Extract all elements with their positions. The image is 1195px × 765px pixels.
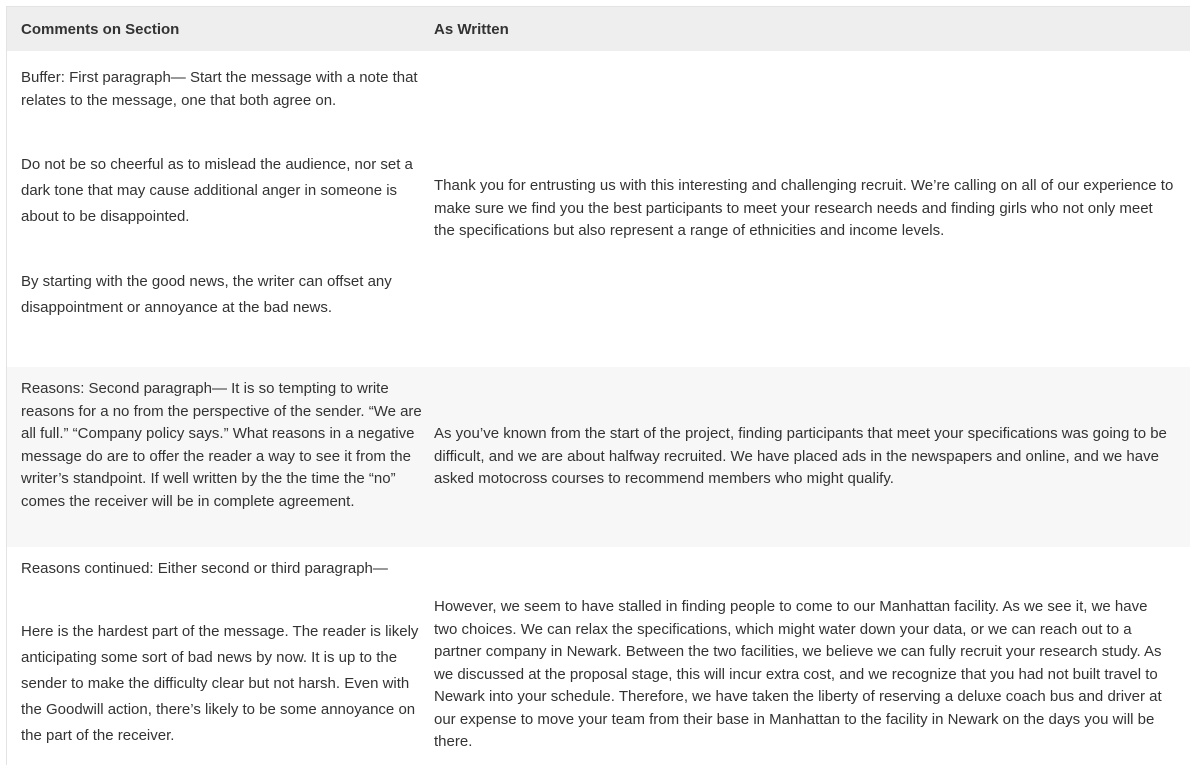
comment-cell [7, 51, 434, 367]
as-written-cell [434, 51, 1190, 367]
table-row [7, 547, 1190, 765]
comment-paragraph: By starting with the good news, the writer can offset any disappointment or annoyance at the bad news. [21, 273, 392, 316]
as-written-paragraph: Thank you for entrusting us with this interesting and challenging recruit. We’re calling on all of our experience to make sure we find you the best participants to meet your research needs and finding girls who not only meet the specifications but also represent a range of ethnicities and income levels. [434, 177, 1174, 240]
as-written-cell [434, 547, 1190, 765]
comment-paragraph: Here is the hardest part of the message. The reader is likely anticipating some sort of bad news by now. It is up to the sender to make the difficulty clear but not harsh. Even with the Goodwill action, there’s likely to be some annoyance on the part of the receiver. [21, 622, 419, 744]
comment-cell [7, 367, 434, 547]
comment-paragraph: Reasons continued: Either second or third paragraph— [21, 560, 388, 577]
comment-paragraph: Reasons: Second paragraph— It is so tempting to write reasons for a no from the perspective of the sender. “We are all full.” “Company policy says.” What reasons in a negative message do are to offer the reader a way to see it from the writer’s standpoint. If well written by the the time the “no” comes the receiver will be in complete agreement. [21, 380, 422, 510]
comparison-table [6, 6, 1190, 765]
comment-paragraph: Do not be so cheerful as to mislead the audience, nor set a dark tone that may cause additional anger in someone is about to be disappointed. [21, 156, 413, 225]
table-header [7, 7, 1190, 51]
as-written-cell [434, 367, 1190, 547]
as-written-paragraph: However, we seem to have stalled in finding people to come to our Manhattan facility. As we see it, we have two choices. We can relax the specifications, which might water down your data, or we can reach out to a partner company in Newark. Between the two facilities, we believe we can fully recruit your research study. As we discussed at the proposal stage, this will incur extra cost, and we recognize that you had not built travel to Newark into your schedule. Therefore, we have taken the liberty of reserving a deluxe coach bus and driver at our expense to move your team from their base in Manhattan to the facility in Newark on the days you will be there. [434, 598, 1162, 750]
comment-cell [7, 547, 434, 765]
table-row [7, 367, 1190, 547]
header-as-written: As Written [434, 20, 509, 38]
header-comments-on-section: Comments on Section [21, 20, 180, 38]
table-row [7, 51, 1190, 367]
comment-paragraph: Buffer: First paragraph— Start the message with a note that relates to the message, one that both agree on. [21, 69, 418, 109]
as-written-paragraph: As you’ve known from the start of the project, finding participants that meet your specifications was going to be difficult, and we are about halfway recruited. We have placed ads in the newspapers and online, and we have asked motocross courses to recommend members who might qualify. [434, 425, 1167, 488]
